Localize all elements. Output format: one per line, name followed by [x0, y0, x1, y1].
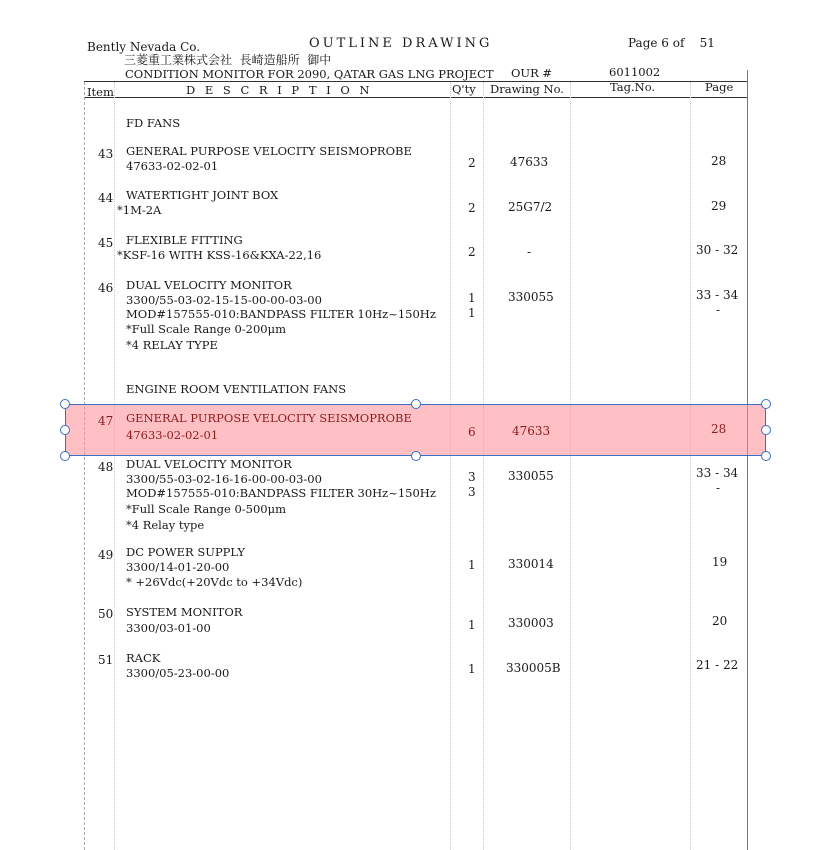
column-header-rule — [84, 97, 747, 98]
item-page: - — [716, 303, 721, 317]
item-description: WATERTIGHT JOINT BOX — [126, 188, 279, 202]
item-drawing-number: - — [527, 245, 532, 259]
item-drawing-number: 330055 — [508, 469, 554, 483]
table-right-border — [747, 70, 748, 850]
company-name: Bently Nevada Co. — [87, 40, 201, 54]
page-column-divider — [690, 82, 691, 850]
item-detail: *Full Scale Range 0-200μm — [126, 322, 287, 336]
item-page: 30 - 32 — [696, 243, 739, 257]
item-qty: 2 — [468, 156, 476, 170]
item-number: 45 — [98, 236, 114, 250]
item-description: DUAL VELOCITY MONITOR — [126, 278, 292, 292]
item-column-divider — [114, 82, 115, 850]
item-detail: *Full Scale Range 0-500μm — [126, 502, 287, 516]
page-info: Page 6 of 51 — [628, 36, 715, 50]
item-drawing-number: 25G7/2 — [508, 200, 553, 214]
item-part-number: 3300/55-03-02-16-16-00-00-03-00 — [126, 472, 322, 486]
item-page: 33 - 34 — [696, 288, 739, 302]
item-page: 20 — [712, 614, 728, 628]
item-qty: 1 — [468, 618, 476, 632]
resize-handle-top-center[interactable] — [411, 399, 421, 409]
document-title: OUTLINE DRAWING — [309, 36, 493, 51]
resize-handle-bottom-left[interactable] — [60, 451, 70, 461]
resize-handle-middle-left[interactable] — [60, 425, 70, 435]
item-part-number: 3300/05-23-00-00 — [126, 666, 230, 680]
item-description: DUAL VELOCITY MONITOR — [126, 457, 292, 471]
item-detail: *4 RELAY TYPE — [126, 338, 218, 352]
item-number: 48 — [98, 460, 114, 474]
table-left-border — [84, 82, 85, 850]
column-header-page: Page — [705, 80, 734, 94]
item-number: 47 — [98, 414, 114, 428]
section-heading: FD FANS — [126, 116, 181, 130]
item-part-number: 3300/14-01-20-00 — [126, 560, 230, 574]
item-page: 29 — [711, 199, 727, 213]
item-page: 21 - 22 — [696, 658, 739, 672]
item-description: GENERAL PURPOSE VELOCITY SEISMOPROBE — [126, 411, 412, 425]
column-header-tag: Tag.No. — [610, 80, 656, 94]
item-number: 50 — [98, 607, 114, 621]
item-number: 49 — [98, 548, 114, 562]
tag-column-divider — [570, 82, 571, 850]
item-description: SYSTEM MONITOR — [126, 605, 243, 619]
column-header-description: D E S C R I P T I O N — [186, 83, 373, 97]
column-header-qty: Q'ty — [452, 82, 476, 96]
item-qty: 1 — [468, 558, 476, 572]
resize-handle-top-right[interactable] — [761, 399, 771, 409]
item-part-number: 3300/03-01-00 — [126, 621, 211, 635]
item-qty: 6 — [468, 425, 476, 439]
item-description: RACK — [126, 651, 161, 665]
item-qty: 3 — [468, 470, 476, 484]
item-number: 43 — [98, 147, 114, 161]
our-number-label: OUR # — [511, 66, 553, 80]
item-page: - — [716, 481, 721, 495]
column-header-drawing: Drawing No. — [490, 82, 564, 96]
client-name: 三菱重工業株式会社 長崎造船所 御中 — [124, 53, 332, 67]
item-qty: 1 — [468, 306, 476, 320]
column-header-item: Item — [87, 85, 114, 99]
item-part-number: *KSF-16 WITH KSS-16&KXA-22,16 — [117, 248, 322, 262]
item-part-number: 47633-02-02-01 — [126, 428, 219, 442]
item-page: 28 — [711, 422, 727, 436]
resize-handle-bottom-center[interactable] — [411, 451, 421, 461]
item-number: 46 — [98, 281, 114, 295]
item-drawing-number: 330055 — [508, 290, 554, 304]
item-page: 28 — [711, 154, 727, 168]
item-detail: *4 Relay type — [126, 518, 205, 532]
item-description: DC POWER SUPPLY — [126, 545, 245, 559]
item-number: 44 — [98, 191, 114, 205]
resize-handle-top-left[interactable] — [60, 399, 70, 409]
item-part-number: 3300/55-03-02-15-15-00-00-03-00 — [126, 293, 322, 307]
item-qty: 3 — [468, 485, 476, 499]
item-drawing-number: 47633 — [512, 424, 551, 438]
item-part-number: 47633-02-02-01 — [126, 159, 219, 173]
resize-handle-middle-right[interactable] — [761, 425, 771, 435]
item-page: 33 - 34 — [696, 466, 739, 480]
item-detail: MOD#157555-010:BANDPASS FILTER 30Hz~150Hz — [126, 486, 436, 500]
item-description: GENERAL PURPOSE VELOCITY SEISMOPROBE — [126, 144, 412, 158]
qty-column-divider — [450, 82, 451, 850]
item-drawing-number: 47633 — [510, 155, 549, 169]
item-drawing-number: 330003 — [508, 616, 554, 630]
item-drawing-number: 330014 — [508, 557, 554, 571]
item-detail: MOD#157555-010:BANDPASS FILTER 10Hz~150Hz — [126, 307, 436, 321]
item-detail: * +26Vdc(+20Vdc to +34Vdc) — [126, 575, 303, 589]
item-qty: 1 — [468, 662, 476, 676]
section-heading: ENGINE ROOM VENTILATION FANS — [126, 382, 347, 396]
item-qty: 2 — [468, 245, 476, 259]
drawing-column-divider — [483, 82, 484, 850]
item-qty: 2 — [468, 201, 476, 215]
item-description: FLEXIBLE FITTING — [126, 233, 243, 247]
resize-handle-bottom-right[interactable] — [761, 451, 771, 461]
item-page: 19 — [712, 555, 728, 569]
our-number: 6011002 — [609, 65, 661, 79]
item-drawing-number: 330005B — [506, 661, 561, 675]
item-qty: 1 — [468, 291, 476, 305]
project-title: CONDITION MONITOR FOR 2090, QATAR GAS LNG PROJECT — [125, 67, 494, 81]
item-part-number: *1M-2A — [117, 203, 162, 217]
item-number: 51 — [98, 653, 114, 667]
